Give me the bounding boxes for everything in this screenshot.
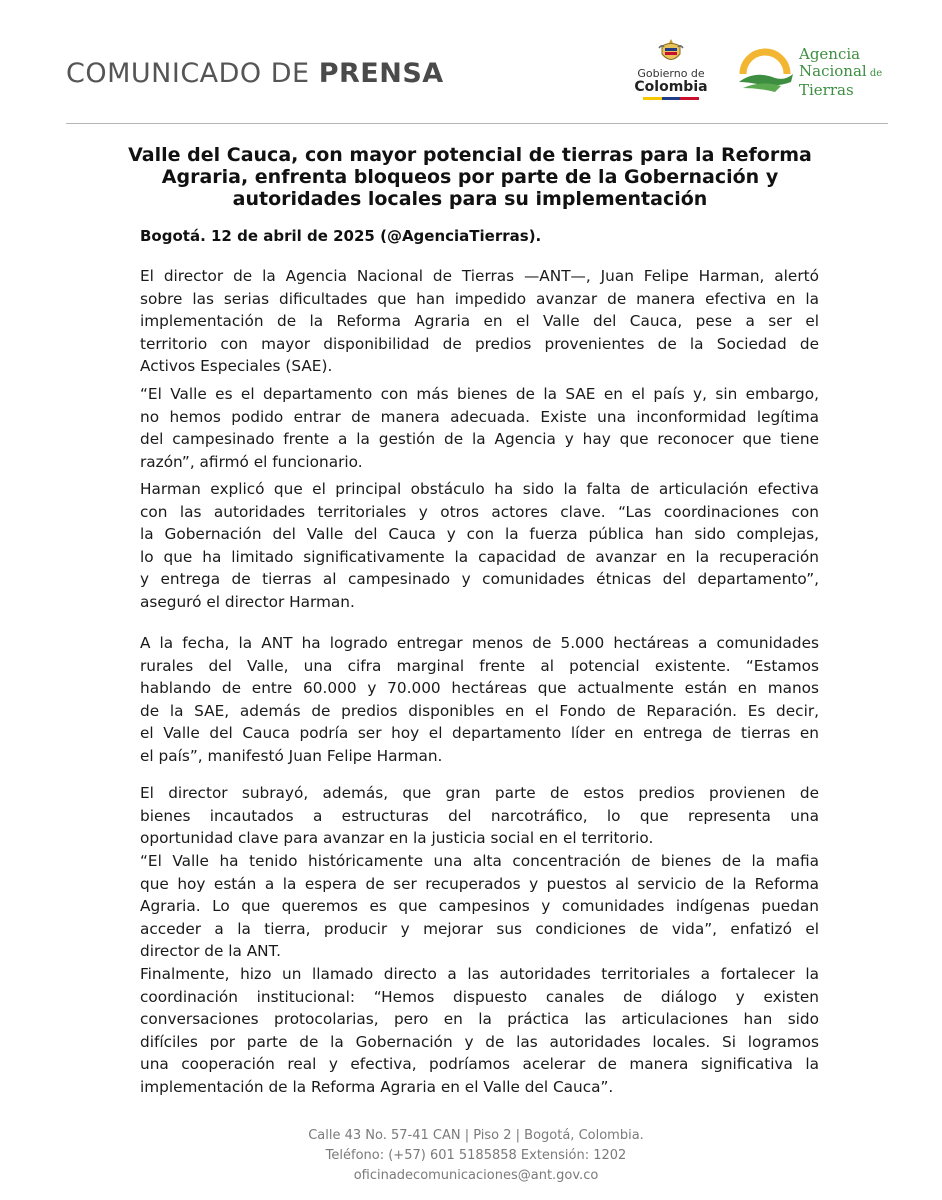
paragraph-line: acceder a la tierra, producir y mejorar sus condiciones de vida”, enfatizó el [140,919,819,938]
ant-line2: Nacional [799,62,867,80]
paragraph-line: A la fecha, la ANT ha logrado entregar menos de 5.000 hectáreas a comunidades [140,634,819,652]
paragraph-line: “El Valle ha tenido históricamente una alta concentración de bienes de la mafia [140,852,819,870]
footer-email: oficinadecomunicaciones@ant.gov.co [353,1168,599,1183]
paragraph-line: territorio con mayor disponibilidad de predios provenientes de la Sociedad de [140,334,819,353]
paragraph-line: Agraria. Lo que queremos es que campesinos y comunidades indígenas puedan [140,897,819,916]
paragraph-line: Harman explicó que el principal obstáculo ha sido la falta de articulación efectiva [140,480,819,498]
paragraph-line: El director de la Agencia Nacional de Tierras —ANT—, Juan Felipe Harman, alertó [140,267,819,285]
paragraph-line: hablando de entre 60.000 y 70.000 hectáreas que actualmente están en manos [140,679,819,698]
header-divider [66,123,888,124]
paragraph [140,632,819,768]
footer [200,1126,752,1186]
footer-address: Calle 43 No. 57-41 CAN | Piso 2 | Bogotá, Colombia. [308,1128,644,1143]
gobierno-colombia-logo [626,38,716,104]
paragraph-line: coordinación institucional: “Hemos dispuesto canales de diálogo y existen [140,987,819,1006]
paragraph-line: conversaciones protocolarias, pero en la práctica las articulaciones han sido [140,1010,819,1029]
paragraph-line: una cooperación real y efectiva, podríamos acelerar de manera significativa la [140,1055,819,1074]
paragraph-line: de la SAE, además de predios disponibles en el Fondo de Reparación. Es decir, [140,701,819,720]
paragraph-line: “El Valle es el departamento con más bienes de la SAE en el país y, sin embargo, [140,385,819,403]
paragraph [140,782,819,850]
paragraph-line: y entrega de tierras al campesinado y comunidades étnicas del departamento”, [140,570,819,589]
paragraph [140,383,819,473]
paragraph-line: El director subrayó, además, que gran parte de estos predios provienen de [140,784,819,802]
paragraph-line: que hoy están a la espera de ser recuperados y puestos al servicio de la Reforma [140,874,819,893]
ant-wordmark [799,46,882,99]
ant-line3: Tierras [799,81,854,99]
paragraph-line: lo que ha limitado significativamente la capacidad de avanzar en la recuperación [140,547,819,566]
colombia-flag-stripe [643,97,699,100]
ant-logo [735,44,885,104]
paragraph [140,850,819,963]
paragraph-line: el país”, manifestó Juan Felipe Harman. [140,746,443,765]
ant-sun-land-icon [735,48,795,98]
paragraph [140,265,819,378]
paragraph-line: Activos Especiales (SAE). [140,357,333,376]
title-strong: PRENSA [318,58,444,89]
gobierno-line1: Gobierno de [637,67,705,80]
paragraph-line: razón”, afirmó el funcionario. [140,452,363,471]
paragraph-line: con las autoridades territoriales y otros actores clave. “Las coordinaciones con [140,502,819,521]
dateline: Bogotá. 12 de abril de 2025 (@AgenciaTierras). [140,227,542,245]
paragraph-line: la Gobernación del Valle del Cauca y con la fuerza pública han sido complejas, [140,525,819,544]
paragraph-line: rurales del Valle, una cifra marginal frente al potencial existente. “Estamos [140,656,819,675]
paragraph-line: no hemos podido entrar de manera adecuada. Existe una inconformidad legítima [140,407,819,426]
paragraph-line: implementación de la Reforma Agraria en el Valle del Cauca, pese a ser el [140,312,819,331]
paragraph-line: Finalmente, hizo un llamado directo a las autoridades territoriales a fortalecer la [140,965,819,983]
headline: Valle del Cauca, con mayor potencial de tierras para la Reforma Agraria, enfrenta bloqueos por parte de la Gobernación y autoridades locales para su implementación [128,144,812,210]
paragraph [140,963,819,1099]
paragraph-line: el Valle del Cauca podría ser hoy el departamento líder en entrega de tierras en [140,724,819,743]
paragraph-line: difíciles por parte de la Gobernación y de las autoridades locales. Si logramos [140,1032,819,1051]
title-prefix: COMUNICADO DE [66,58,319,89]
coat-of-arms-icon [658,38,684,66]
paragraph-line: director de la ANT. [140,942,282,961]
paragraph-line: del campesinado frente a la gestión de la Agencia y hay que reconocer que tiene [140,430,819,449]
footer-phone: Teléfono: (+57) 601 5185858 Extensión: 1202 [325,1148,627,1163]
paragraph-line: bienes incautados a estructuras del narcotráfico, lo que representa una [140,806,819,825]
paragraph-line: sobre las serias dificultades que han impedido avanzar de manera efectiva en la [140,289,819,308]
paragraph-line: oportunidad clave para avanzar en la justicia social en el territorio. [140,829,654,848]
gobierno-line2: Colombia [634,79,708,95]
ant-line2-small: de [866,68,883,79]
paragraph-line: implementación de la Reforma Agraria en el Valle del Cauca”. [140,1077,614,1096]
press-release-title [66,58,444,89]
ant-line1: Agencia [799,45,861,63]
paragraph [140,478,819,614]
paragraph-line: aseguró el director Harman. [140,592,355,611]
